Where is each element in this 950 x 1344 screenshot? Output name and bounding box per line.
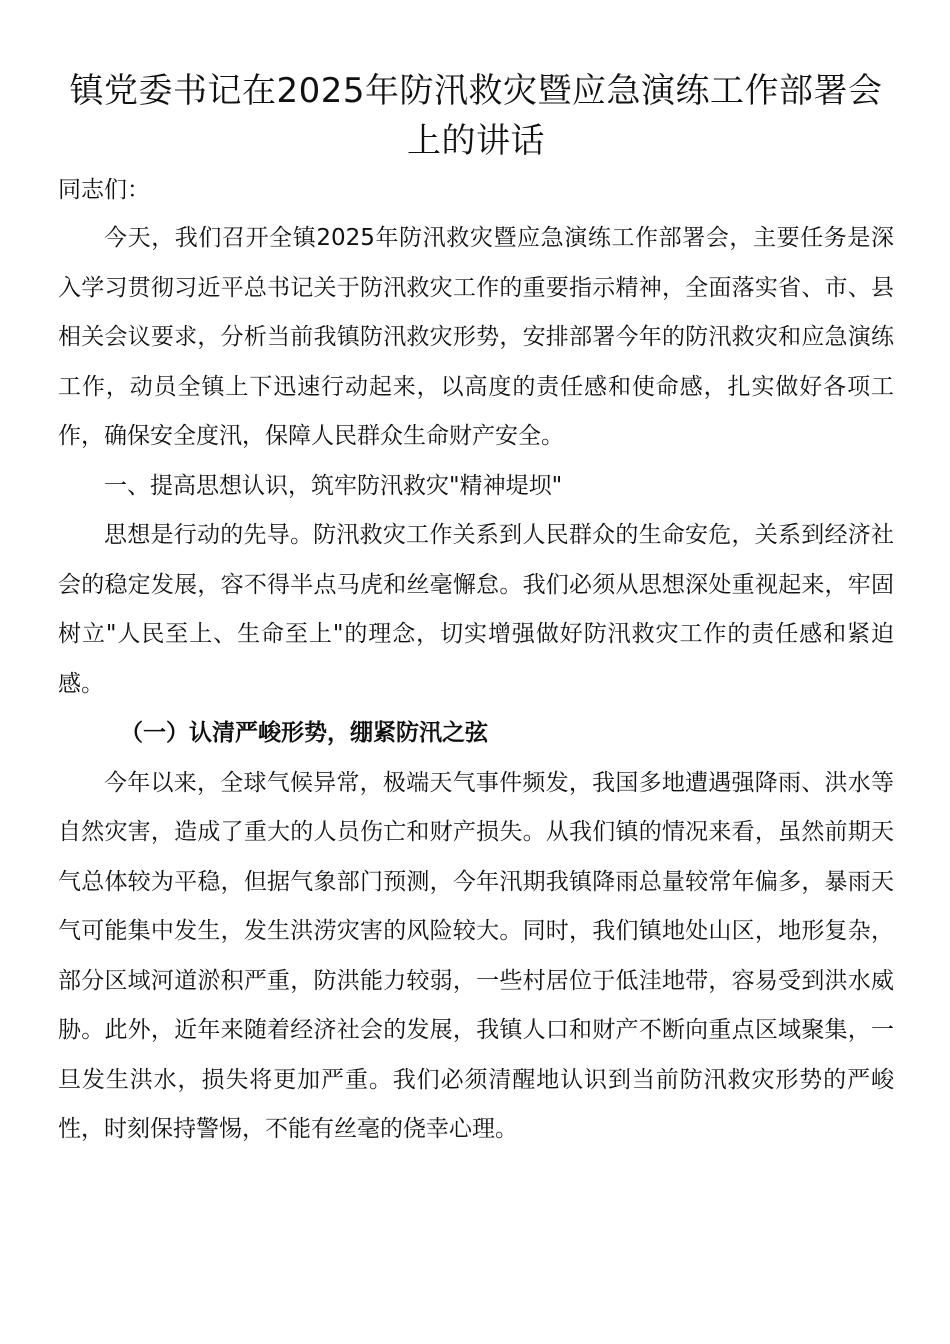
document-title: 镇党委书记在2025年防汛救灾暨应急演练工作部署会上的讲话 [69,71,883,161]
subsection-heading-1: （一）认清严峻形势，绷紧防汛之弦 [120,720,488,746]
intro-paragraph: 今天，我们召开全镇2025年防汛救灾暨应急演练工作部署会，主要任务是深入学习贯彻习近平总书记关于防汛救灾工作的重要指示精神，全面落实省、市、县相关会议要求，分析当前我镇防汛救灾形势，安排部署今年的防汛救灾和应急演练工作，动员全镇上下迅速行动起来，以高度的责任感和使命感，扎实做好各项工作，确保安全度汛，保障人民群众生命财产安全。 [58,225,894,449]
document-page [58,66,894,1155]
greeting: 同志们： [58,177,150,203]
section-1-paragraph: 思想是行动的先导。防汛救灾工作关系到人民群众的生命安危，关系到经济社会的稳定发展，容不得半点马虎和丝毫懈怠。我们必须从思想深处重视起来，牢固树立"人民至上、生命至上"的理念，切实增强做好防汛救灾工作的责任感和紧迫感。 [58,522,894,697]
subsection-1-paragraph: 今年以来，全球气候异常，极端天气事件频发，我国多地遭遇强降雨、洪水等自然灾害，造成了重大的人员伤亡和财产损失。从我们镇的情况来看，虽然前期天气总体较为平稳，但据气象部门预测，今年汛期我镇降雨总量较常年偏多，暴雨天气可能集中发生，发生洪涝灾害的风险较大。同时，我们镇地处山区，地形复杂，部分区域河道淤积严重，防洪能力较弱，一些村居位于低洼地带，容易受到洪水威胁。此外，近年来随着经济社会的发展，我镇人口和财产不断向重点区域聚集，一旦发生洪水，损失将更加严重。我们必须清醒地认识到当前防汛救灾形势的严峻性，时刻保持警惕，不能有丝毫的侥幸心理。 [58,769,894,1142]
section-heading-1: 一、提高思想认识，筑牢防汛救灾"精神堤坝" [104,472,563,499]
